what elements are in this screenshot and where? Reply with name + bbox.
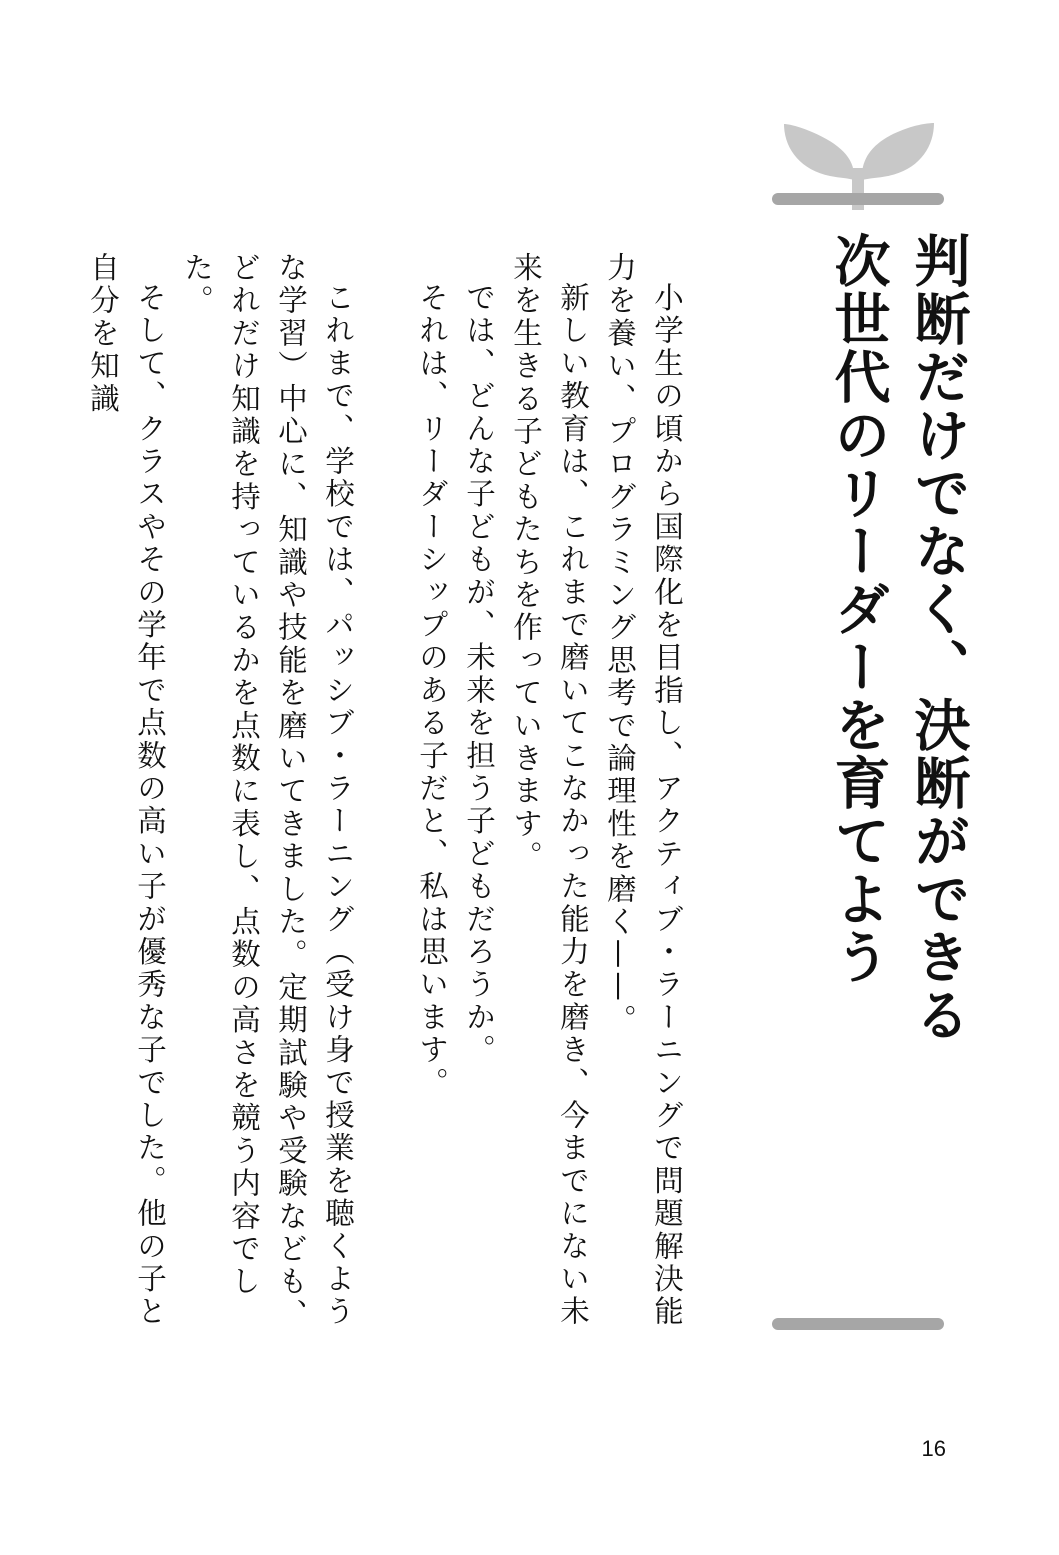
paragraph: これまで、学校では、パッシブ・ラーニング（受け身で授業を聴くような学習）中心に、知識や技能を磨いてきました。定期試験や受験なども、どれだけ知識を持っているかを点数に表し、点数の高さを競う内容でした。 — [180, 252, 355, 1332]
paragraph: では、どんな子どもが、未来を担う子どもだろうか。 — [462, 281, 496, 1067]
title-line-1: 判断だけでなく、決断ができる — [905, 232, 971, 1044]
body-text — [86, 252, 690, 1352]
title-line-2: 次世代のリーダーを育てよう — [825, 232, 891, 986]
paragraph-gap — [361, 252, 408, 1352]
paragraph: そして、クラスやその学年で点数の高い子が優秀な子でした。他の子と自分を知識 — [86, 252, 167, 1328]
paragraph: 小学生の頃から国際化を目指し、アクティブ・ラーニングで問題解決能力を養い、プログラミング思考で論理性を磨く——。 — [603, 252, 684, 1328]
top-divider — [772, 193, 944, 205]
paragraph: それは、リーダーシップのある子だと、私は思います。 — [415, 281, 449, 1099]
paragraph: 新しい教育は、これまで磨いてこなかった能力を磨き、今までにない未来を生きる子どもたちを作っていきます。 — [509, 252, 590, 1328]
page-number: 16 — [921, 1436, 946, 1461]
chapter-title — [818, 232, 978, 1292]
bottom-divider — [772, 1318, 944, 1330]
